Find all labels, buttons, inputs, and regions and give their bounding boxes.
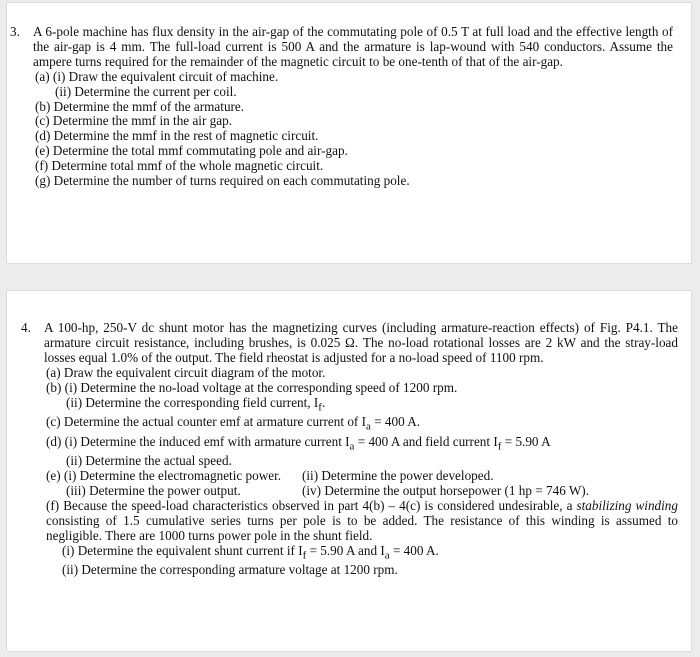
- part-d-i-text: (d) (i) Determine the induced emf with armature current I: [46, 433, 350, 449]
- part-b-ii-text: (ii) Determine the corresponding field current, I: [66, 394, 319, 410]
- problem-number: 4.: [21, 320, 31, 335]
- part-a: (a) Draw the equivalent circuit diagram of the motor.: [46, 364, 326, 380]
- part-d-ii: (ii) Determine the actual speed.: [66, 453, 232, 469]
- part-f-text-2: consisting of 1.5 cumulative series turns per pole is to be added. The resistance of this winding is assumed to negligible. There are 1000 turns power pole in the shunt field.: [46, 512, 678, 543]
- part-b: (b) Determine the mmf of the armature.: [35, 98, 245, 114]
- part-d-i: [44, 435, 678, 455]
- part-e-row-2: [44, 484, 678, 499]
- part-g: (g) Determine the number of turns required on each commutating pole.: [35, 173, 410, 189]
- stabilizing-winding-term: stabilizing winding: [576, 497, 678, 513]
- part-e-iii: (iii) Determine the power output.: [66, 482, 241, 498]
- problem-4: [21, 320, 678, 578]
- subscript: f: [302, 549, 307, 562]
- part-f-label: (f): [46, 497, 64, 513]
- part-f: [44, 499, 678, 544]
- part-c: [44, 415, 678, 435]
- problem-4-card: [6, 290, 692, 652]
- part-f: (f) Determine total mmf of the whole magnetic circuit.: [35, 158, 324, 174]
- problem-statement: A 100-hp, 250-V dc shunt motor has the magnetizing curves (including armature-reaction effects) of Fig. P4.1. The armature circuit resistance, including brushes, is 0.025 Ω. The no-load rotational losses are 2 kW and the stray-load losses equal 1.0% of the output. The field rheostat is adjusted for a no-load speed of 1100 rpm.: [44, 320, 678, 365]
- part-f-ii: (ii) Determine the corresponding armature voltage at 1200 rpm.: [62, 562, 398, 578]
- part-b-ii: [44, 396, 678, 416]
- part-c-text: (c) Determine the actual counter emf at armature current of I: [46, 414, 366, 430]
- subscript: f: [318, 401, 322, 414]
- part-f-text-1: Because the speed-load characteristics observed in part 4(b) – 4(c) is considered undesirable, a: [63, 497, 577, 513]
- part-f-i-end: = 400 A.: [389, 542, 439, 558]
- part-f-i: [44, 544, 678, 564]
- part-e: (e) Determine the total mmf commutating pole and air-gap.: [35, 143, 348, 159]
- part-f-i-text: (i) Determine the equivalent shunt current if I: [62, 542, 303, 558]
- part-f-i-mid: = 5.90 A and I: [306, 542, 385, 558]
- part-d-i-mid: = 400 A and field current I: [354, 433, 498, 449]
- subscript: f: [497, 440, 502, 453]
- part-c-end: = 400 A.: [370, 414, 421, 430]
- part-b-i: (b) (i) Determine the no-load voltage at the corresponding speed of 1200 rpm.: [46, 379, 458, 395]
- subscript: a: [349, 440, 355, 453]
- part-e-row-1: [44, 469, 678, 484]
- part-e-ii: (ii) Determine the power developed.: [302, 468, 494, 484]
- part-d-i-end: = 5.90 A: [501, 433, 551, 449]
- part-e-iv: (iv) Determine the output horsepower (1 hp = 746 W).: [302, 482, 589, 498]
- part-c: (c) Determine the mmf in the air gap.: [35, 113, 233, 129]
- subscript: a: [384, 549, 390, 562]
- part-d: (d) Determine the mmf in the rest of magnetic circuit.: [35, 128, 319, 144]
- part-e-i: (e) (i) Determine the electromagnetic power.: [46, 468, 282, 484]
- subscript: a: [366, 420, 371, 433]
- problem-number: 3.: [10, 24, 20, 39]
- part-b-ii-end: .: [321, 394, 326, 410]
- problem-3-card: [6, 2, 692, 264]
- part-a-i: (a) (i) Draw the equivalent circuit of machine.: [35, 68, 279, 84]
- part-a-ii: (ii) Determine the current per coil.: [55, 83, 237, 99]
- problem-3: [10, 24, 673, 189]
- problem-statement: A 6-pole machine has flux density in the air-gap of the commutating pole of 0.5 T at full load and the effective length of the air-gap is 4 mm. The full-load current is 500 A and the armature is lap-wound with 540 conductors. Assume the ampere turns required for the remainder of the magnetic circuit to be one-tenth of that of the air-gap.: [33, 24, 673, 69]
